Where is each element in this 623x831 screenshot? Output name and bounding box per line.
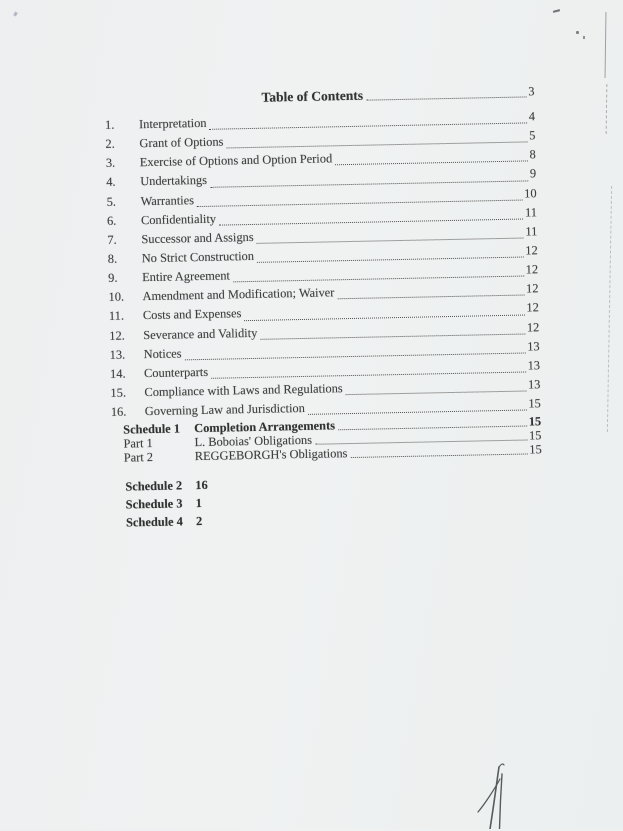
entry-number: 4.: [106, 175, 116, 190]
dot-leader: [308, 410, 527, 415]
entry-label: No Strict Construction: [141, 248, 255, 266]
handwritten-initials: [468, 757, 530, 829]
page-number: 15: [528, 414, 542, 429]
entry-label: Amendment and Modification; Waiver: [142, 285, 335, 304]
schedule-title: Completion Arrangements: [194, 418, 336, 436]
page-number: 4: [528, 109, 536, 124]
schedule-label: Schedule 1: [123, 421, 181, 437]
entry-label: Entire Agreement: [142, 268, 231, 285]
entry-number: 6.: [106, 213, 117, 228]
scan-artifact-speck: [583, 36, 585, 39]
entry-number: 1.: [104, 117, 115, 132]
entry-label: Undertakings: [140, 173, 208, 189]
page-number: 15: [529, 442, 542, 457]
dot-leader: [366, 96, 526, 100]
entry-number: 7.: [107, 232, 117, 247]
page-number: 12: [526, 300, 539, 315]
page-title: Table of Contents: [261, 87, 364, 105]
page-number: 2: [195, 513, 203, 528]
schedules-block: [7, 468, 623, 534]
part-title: L. Boboias' Obligations: [194, 432, 313, 450]
entry-number: 11.: [108, 308, 125, 324]
page-number: 3: [528, 84, 535, 99]
part-label: Part 2: [123, 450, 154, 465]
entry-label: Severance and Validity: [143, 325, 258, 342]
entry-label: Exercise of Options and Option Period: [139, 151, 333, 170]
entry-label: Grant of Options: [139, 134, 224, 151]
entry-label: Compliance with Laws and Regulations: [144, 381, 343, 400]
page-number: 15: [528, 396, 541, 411]
entry-number: 10.: [108, 289, 125, 305]
entry-number: 12.: [109, 328, 125, 343]
entry-number: 8.: [107, 251, 118, 266]
entry-number: 15.: [110, 385, 127, 400]
page-number: 12: [526, 319, 540, 335]
schedule-label: Schedule 3: [125, 496, 183, 512]
entry-label: Notices: [143, 346, 182, 361]
entry-number: 13.: [109, 347, 126, 362]
entry-number: 9.: [108, 270, 118, 285]
entry-label: Warranties: [140, 192, 195, 208]
page-number: 1: [195, 495, 203, 510]
entry-number: 2.: [105, 136, 115, 152]
entry-number: 3.: [105, 155, 116, 171]
toc-list: [0, 106, 623, 425]
entry-label: Interpretation: [138, 115, 207, 132]
schedule-label: Schedule 4: [125, 513, 184, 530]
entry-label: Costs and Expenses: [142, 306, 242, 323]
entry-label: Confidentiality: [140, 211, 217, 227]
part-label: Part 1: [123, 436, 153, 451]
entry-label: Successor and Assigns: [141, 229, 254, 247]
page-number: 9: [529, 166, 537, 181]
page-number: 10: [524, 185, 537, 201]
entry-number: 14.: [109, 366, 126, 381]
page-number: 12: [525, 281, 539, 296]
page-number: 12: [525, 243, 538, 258]
entry-number: 5.: [106, 194, 117, 209]
page-number: 11: [525, 224, 538, 239]
page-number: 15: [528, 428, 542, 443]
schedule-label: Schedule 2: [125, 478, 183, 494]
entry-label: Governing Law and Jurisdiction: [144, 401, 305, 419]
entry-number: 16.: [110, 404, 127, 419]
page-number: 13: [527, 377, 541, 392]
page-number: 13: [527, 338, 540, 354]
part-title: REGGEBORGH's Obligations: [194, 446, 348, 464]
page-number: 8: [529, 147, 536, 162]
scan-artifact-speck: [576, 31, 579, 34]
entry-label: Counterparts: [143, 364, 209, 380]
page-number: 5: [529, 128, 536, 143]
page-number: 13: [527, 358, 541, 373]
page-number: 11: [524, 204, 538, 220]
page-number: 12: [525, 262, 539, 277]
page-number: 16: [195, 477, 208, 493]
dot-leader: [350, 453, 527, 458]
